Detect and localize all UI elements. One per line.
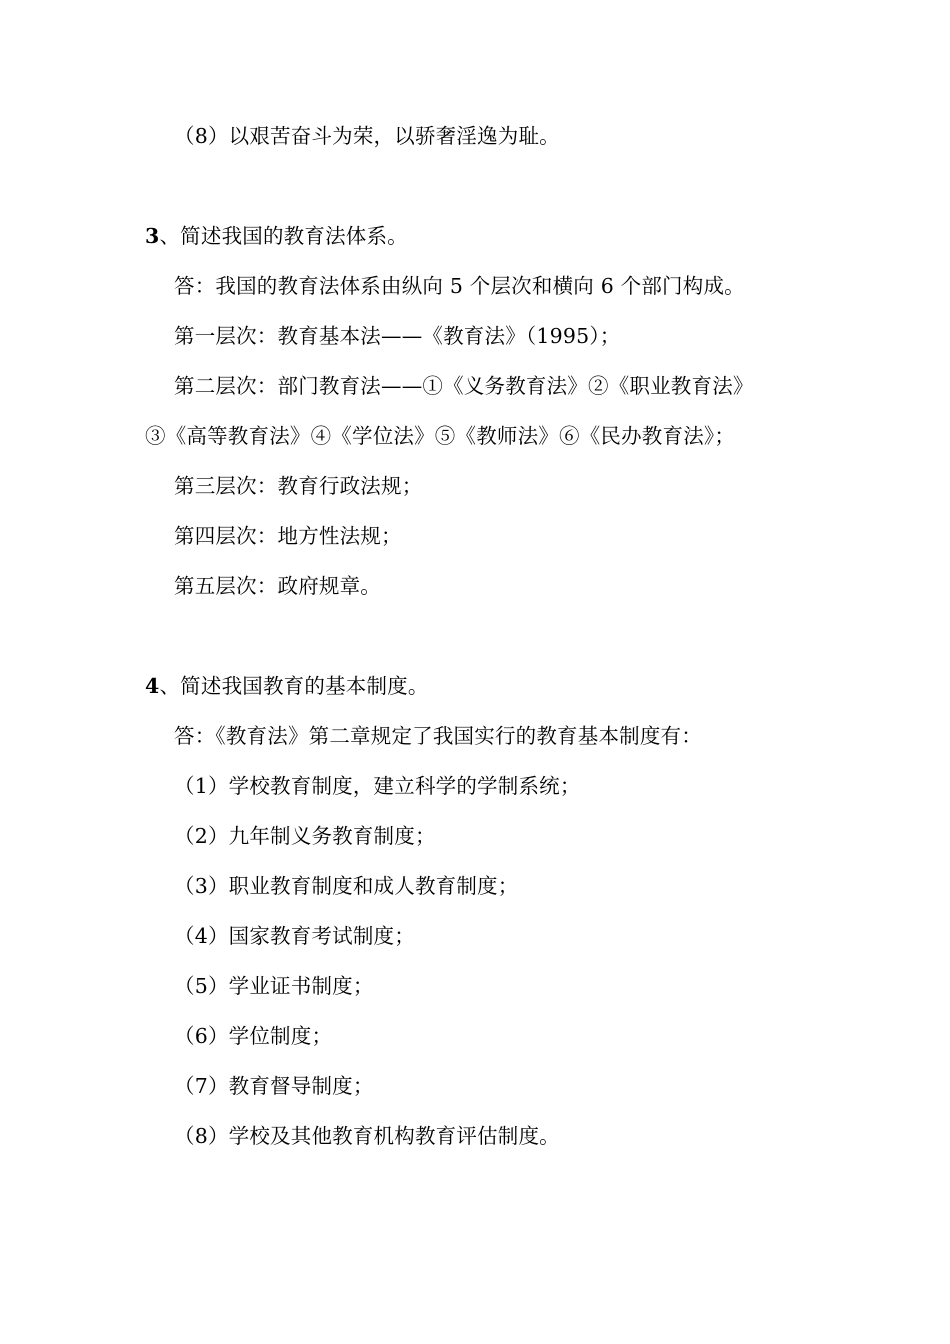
section-4-heading <box>145 672 429 700</box>
list-item: （7）教育督导制度； <box>174 1074 374 1098</box>
list-item: （4）国家教育考试制度； <box>174 924 415 948</box>
list-item: （3）职业教育制度和成人教育制度； <box>174 874 519 898</box>
section-3-level-3: 第三层次：教育行政法规； <box>174 474 423 498</box>
list-item: （2）九年制义务教育制度； <box>174 824 436 848</box>
list-item: （1）学校教育制度，建立科学的学制系统； <box>174 774 581 798</box>
section-3-heading <box>145 222 408 250</box>
list-item-prev-8: （8）以艰苦奋斗为荣，以骄奢淫逸为耻。 <box>174 124 560 148</box>
section-4-answer: 答：《教育法》第二章规定了我国实行的教育基本制度有： <box>174 724 702 748</box>
section-3-level-4: 第四层次：地方性法规； <box>174 524 402 548</box>
section-3-number: 3 <box>145 224 160 248</box>
list-item: （6）学位制度； <box>174 1024 333 1048</box>
section-3-level-2-continued: ③《高等教育法》④《学位法》⑤《教师法》⑥《民办教育法》； <box>145 424 736 448</box>
section-3-level-1: 第一层次：教育基本法——《教育法》（1995）； <box>174 324 621 348</box>
section-4-number: 4 <box>145 674 160 698</box>
list-item: （8）学校及其他教育机构教育评估制度。 <box>174 1124 560 1148</box>
section-3-answer: 答：我国的教育法体系由纵向 5 个层次和横向 6 个部门构成。 <box>174 274 745 298</box>
section-4-title: 、简述我国教育的基本制度。 <box>159 674 429 698</box>
list-item: （5）学业证书制度； <box>174 974 374 998</box>
section-3-level-5: 第五层次：政府规章。 <box>174 574 381 598</box>
section-3-title: 、简述我国的教育法体系。 <box>159 224 408 248</box>
section-3-level-2: 第二层次：部门教育法——①《义务教育法》②《职业教育法》 <box>174 374 754 398</box>
